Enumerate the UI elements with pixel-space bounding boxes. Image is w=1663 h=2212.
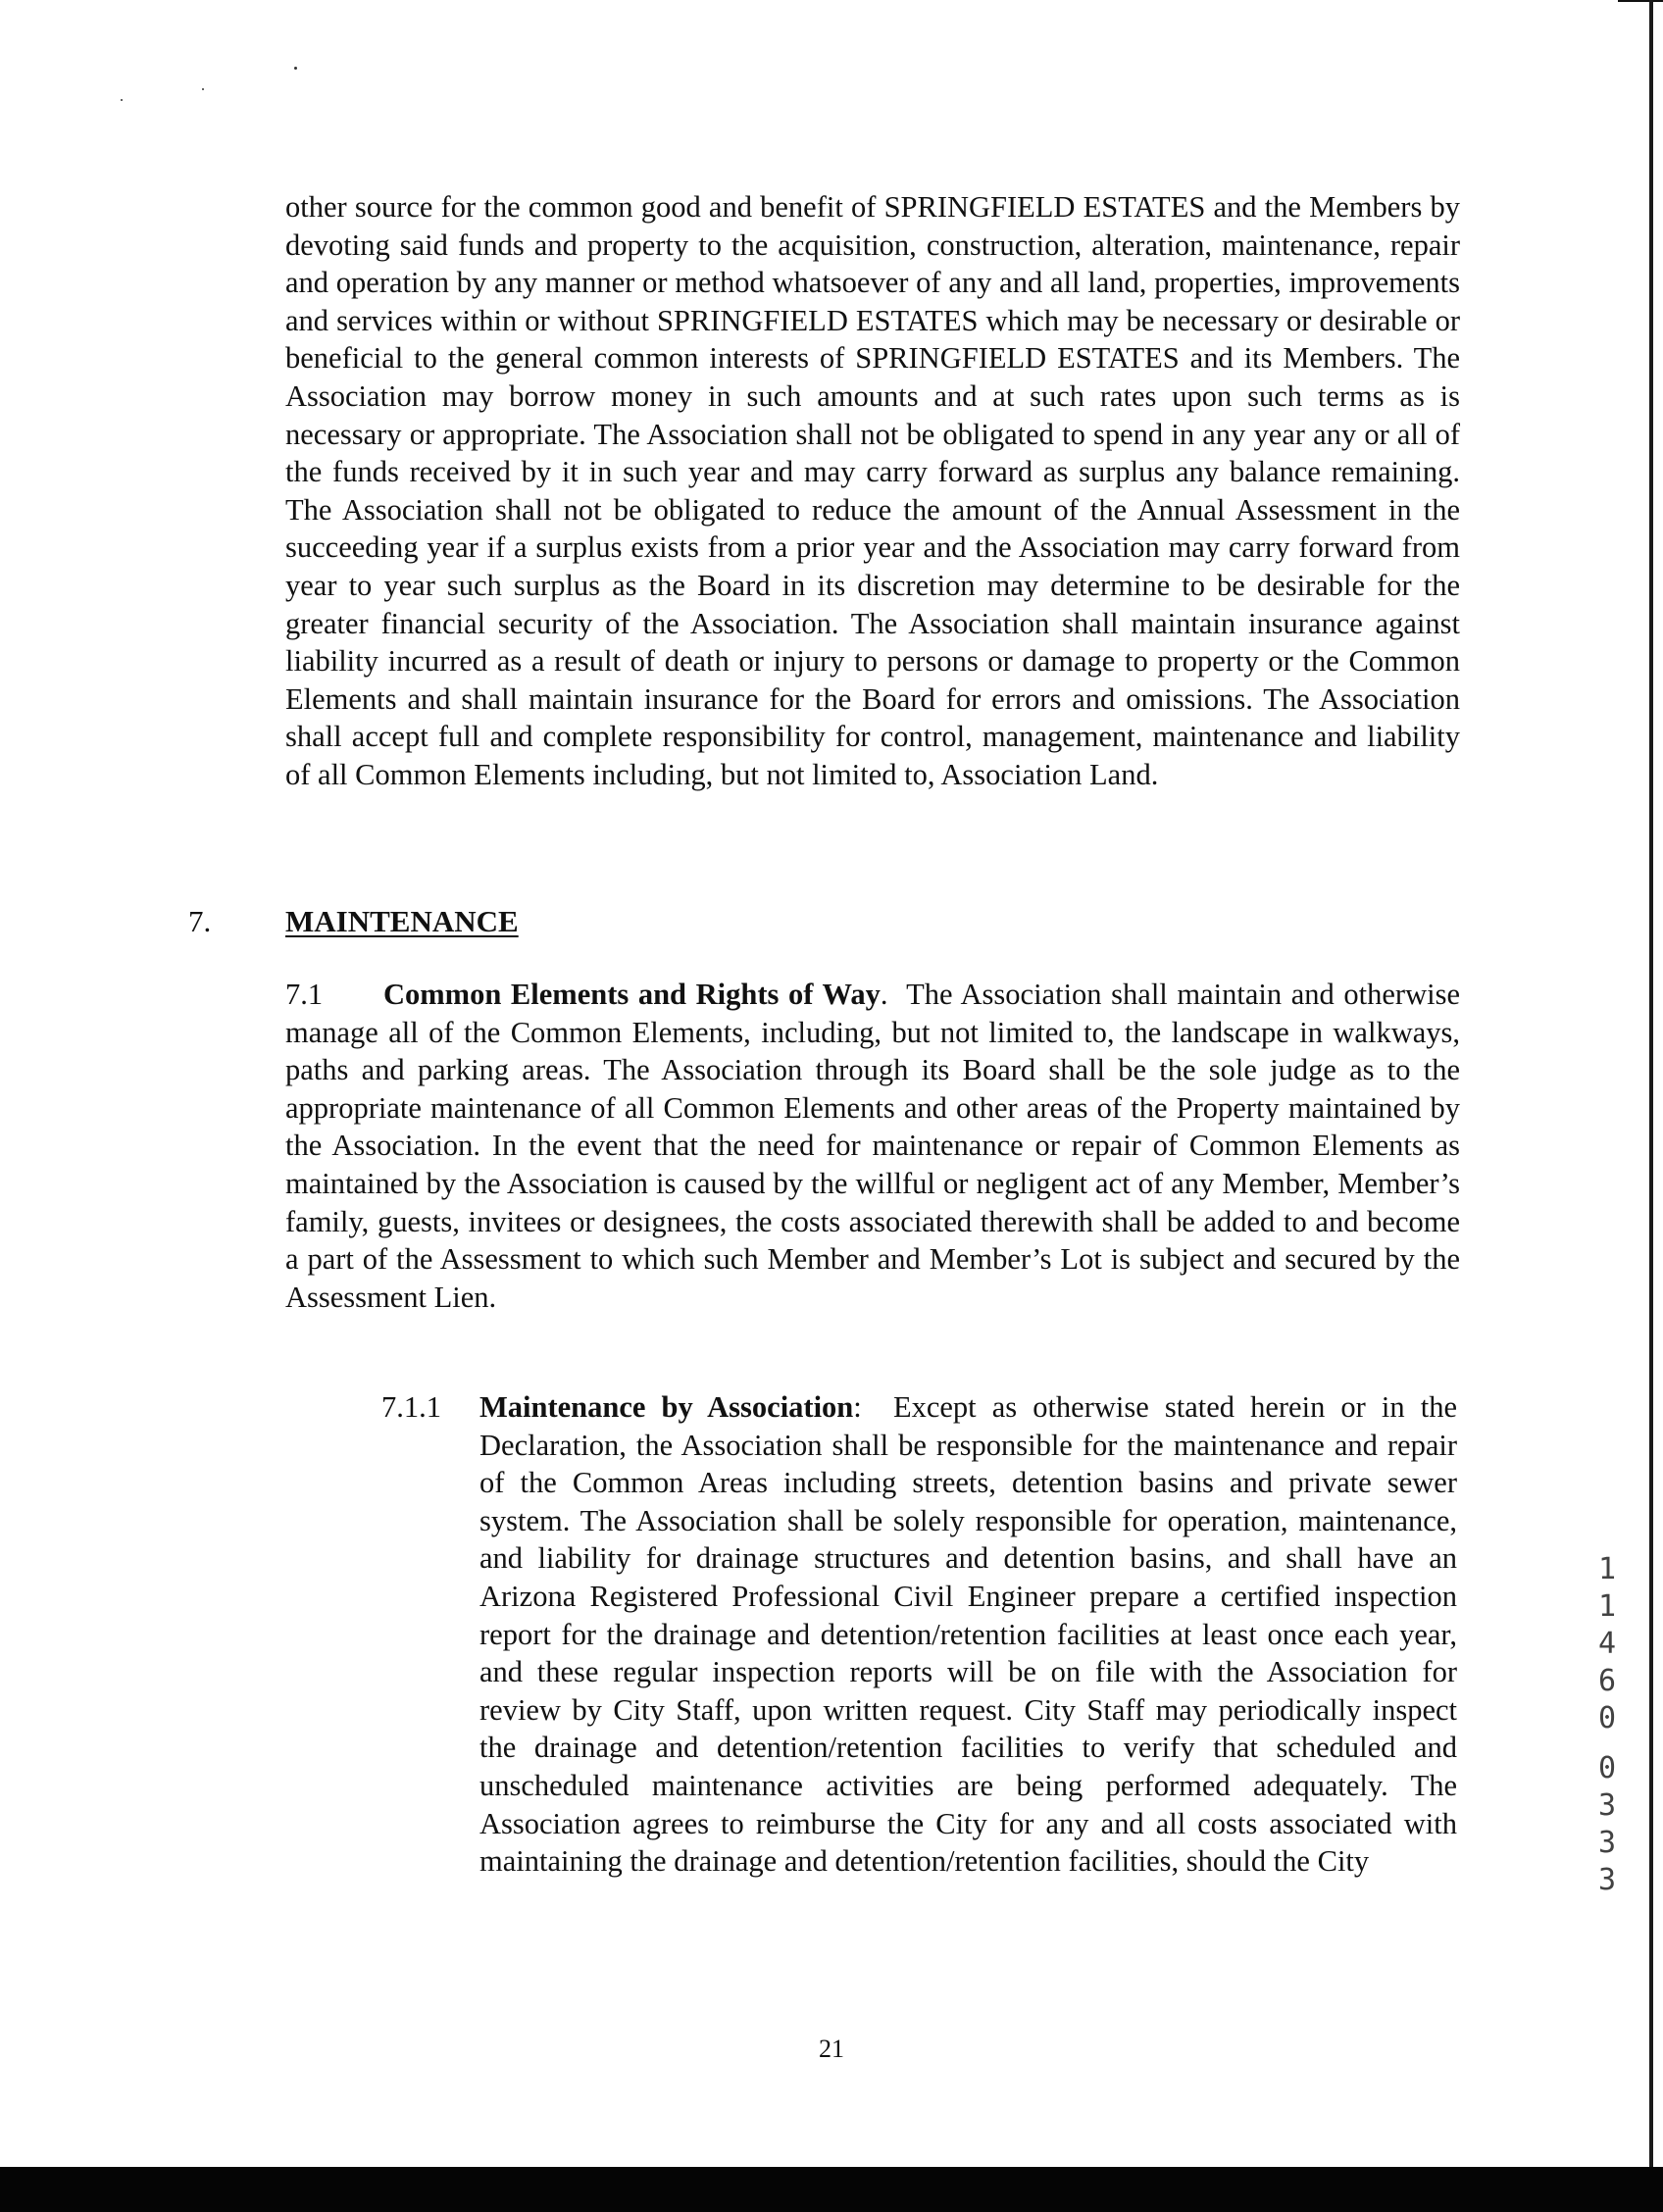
subsection-number: 7.1 <box>285 978 324 1011</box>
subsection-heading: Maintenance by Association <box>479 1390 854 1424</box>
page-right-edge <box>1649 0 1653 2167</box>
subsection-heading-punct: : <box>853 1390 862 1424</box>
margin-stamp-top <box>1594 1551 1620 1737</box>
intro-paragraph: other source for the common good and benefit of SPRINGFIELD ESTATES and the Members by devoting said funds and property to the acquisition, construction, alteration, maintenance, repair and operation by any manner or method whatsoever of any and all land, properties, improvements and services within or without SPRINGFIELD ESTATES which may be necessary or desirable or beneficial to the general common interests of SPRINGFIELD ESTATES and its Members. The Association may borrow money in such amounts and at such rates upon such terms as is necessary or appropriate. The Association shall not be obligated to spend in any year any or all of the funds received by it in such year and may carry forward as surplus any balance remaining. The Association shall not be obligated to reduce the amount of the Annual Assessment in the succeeding year if a surplus exists from a prior year and the Association may carry forward from year to year such surplus as the Board in its discretion may determine to be desirable for the greater financial security of the Association. The Association shall maintain insurance against liability incurred as a result of death or injury to persons or damage to property or the Common Elements and shall maintain insurance for the Board for errors and omissions. The Association shall accept full and complete responsibility for control, management, maintenance and liability of all Common Elements including, but not limited to, Association Land. <box>285 190 1460 791</box>
stamp-digit: 0 <box>1597 1751 1617 1785</box>
margin-stamp-bottom <box>1594 1750 1620 1899</box>
stamp-digit: 3 <box>1597 1788 1617 1823</box>
section-number: 7. <box>188 904 212 938</box>
subsection-body: Except as otherwise stated herein or in the Declaration, the Association shall be responsible for the maintenance and repair of the Common Areas including streets, detention basins and private sewer system. The Association shall be solely responsible for operation, maintenance, and liability for drainage structures and detention basins, and shall have an Arizona Registered Professional Civil Engineer prepare a certified inspection report for the drainage and detention/retention facilities at least once each year, and these regular inspection reports will be on file with the Association for review by City Staff, upon written request. City Staff may periodically inspect the drainage and detention/retention facilities to verify that scheduled and unscheduled maintenance activities are being performed adequately. The Association agrees to reimburse the City for any and all costs associated with maintaining the drainage and detention/retention facilities, should the City <box>479 1390 1457 1879</box>
scan-speck <box>202 88 204 90</box>
scan-bottom-band <box>0 2167 1663 2212</box>
subsection-number: 7.1.1 <box>381 1390 441 1424</box>
subsection-body: The Association shall maintain and otherwise manage all of the Common Elements, including, but not limited to, the landscape in walkways, paths and parking areas. The Association through its Board shall be the sole judge as to the appropriate maintenance of all Common Elements and other areas of the Property maintained by the Association. In the event that the need for maintenance or repair of Common Elements as maintained by the Association is caused by the willful or negligent act of any Member, Member’s family, guests, invitees or designees, the costs associated therewith shall be added to and become a part of the Assessment to which such Member and Member’s Lot is subject and secured by the Assessment Lien. <box>285 978 1460 1314</box>
top-edge-rule <box>1618 0 1663 2</box>
subsection-7-1-1 <box>381 1388 1457 1881</box>
stamp-digit: 0 <box>1597 1701 1617 1735</box>
stamp-digit: 6 <box>1597 1664 1617 1698</box>
subsection-heading-punct: . <box>880 978 888 1011</box>
stamp-digit: 1 <box>1597 1589 1617 1624</box>
stamp-digit: 4 <box>1597 1627 1617 1661</box>
subsection-heading: Common Elements and Rights of Way <box>383 978 881 1011</box>
stamp-digit: 3 <box>1597 1826 1617 1860</box>
stamp-digit: 3 <box>1597 1863 1617 1897</box>
scan-speck <box>294 67 297 70</box>
stamp-digit: 1 <box>1597 1552 1617 1586</box>
section-title: MAINTENANCE <box>285 904 519 938</box>
scan-speck <box>121 99 123 101</box>
section-heading <box>188 902 519 941</box>
page-number: 21 <box>819 2035 844 2063</box>
subsection-7-1 <box>285 976 1460 1316</box>
